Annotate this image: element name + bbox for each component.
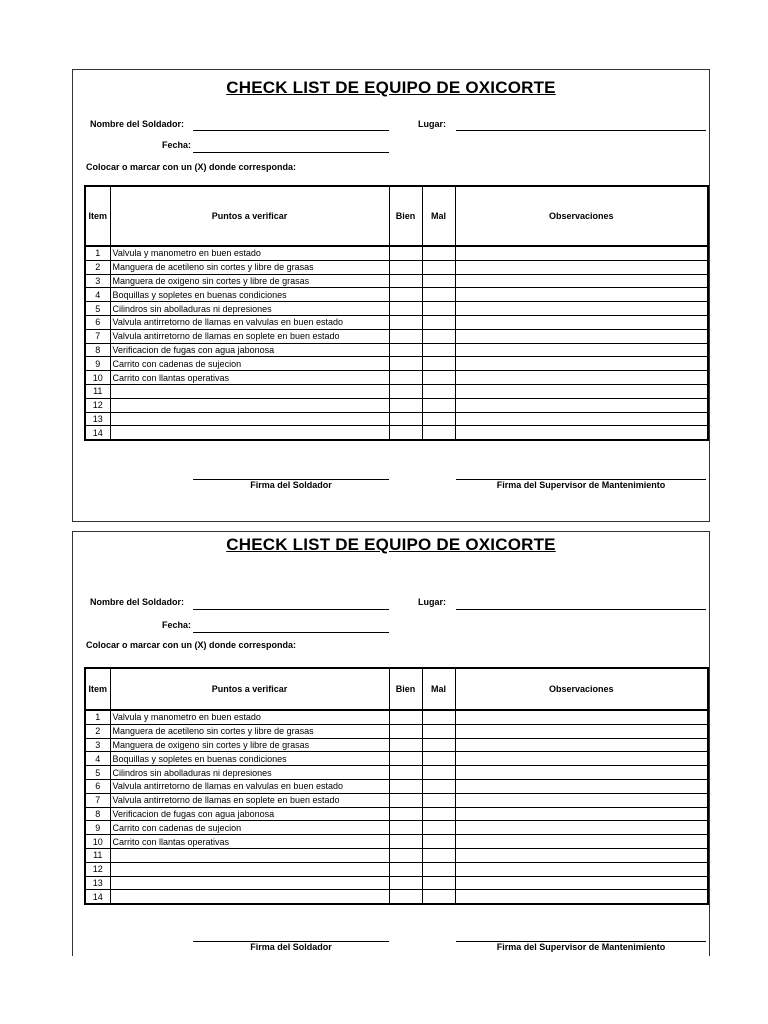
observaciones-cell[interactable] <box>455 766 708 780</box>
bien-cell[interactable] <box>389 779 422 793</box>
observaciones-cell[interactable] <box>455 288 708 302</box>
observaciones-cell[interactable] <box>455 412 708 426</box>
item-description: Verificacion de fugas con agua jabonosa <box>110 807 389 821</box>
lugar-field[interactable] <box>456 130 706 131</box>
item-description: Valvula antirretorno de llamas en soplete en buen estado <box>110 329 389 343</box>
table-header <box>85 186 708 246</box>
item-number: 3 <box>85 738 110 752</box>
item-number: 14 <box>85 426 110 440</box>
mal-cell[interactable] <box>422 260 455 274</box>
item-number: 1 <box>85 246 110 260</box>
item-description <box>110 890 389 904</box>
observaciones-cell[interactable] <box>455 779 708 793</box>
checklist-form-2 <box>72 531 710 956</box>
item-number: 2 <box>85 724 110 738</box>
table-row <box>85 329 708 343</box>
observaciones-cell[interactable] <box>455 426 708 440</box>
observaciones-cell[interactable] <box>455 343 708 357</box>
mal-cell[interactable] <box>422 807 455 821</box>
table-header <box>85 668 708 710</box>
table-row <box>85 302 708 316</box>
col-mal: Mal <box>422 668 455 710</box>
nombre-label: Nombre del Soldador: <box>90 597 185 607</box>
checklist-table <box>84 667 709 905</box>
fecha-label: Fecha: <box>162 620 192 630</box>
table-row <box>85 807 708 821</box>
bien-cell[interactable] <box>389 848 422 862</box>
checklist-table <box>84 185 709 441</box>
table-row <box>85 835 708 849</box>
lugar-label: Lugar: <box>418 119 446 129</box>
item-number: 8 <box>85 343 110 357</box>
mal-cell[interactable] <box>422 357 455 371</box>
lugar-label: Lugar: <box>418 597 446 607</box>
mal-cell[interactable] <box>422 738 455 752</box>
bien-cell[interactable] <box>389 412 422 426</box>
table-row <box>85 862 708 876</box>
item-description: Verificacion de fugas con agua jabonosa <box>110 343 389 357</box>
item-number: 13 <box>85 876 110 890</box>
mal-cell[interactable] <box>422 288 455 302</box>
item-description: Valvula antirretorno de llamas en soplete en buen estado <box>110 793 389 807</box>
mal-cell[interactable] <box>422 329 455 343</box>
item-number: 1 <box>85 710 110 724</box>
item-number: 2 <box>85 260 110 274</box>
mal-cell[interactable] <box>422 779 455 793</box>
table-row <box>85 412 708 426</box>
nombre-field[interactable] <box>193 609 389 610</box>
bien-cell[interactable] <box>389 246 422 260</box>
item-description: Manguera de acetileno sin cortes y libre de grasas <box>110 724 389 738</box>
table-row <box>85 752 708 766</box>
item-number: 9 <box>85 821 110 835</box>
fecha-field[interactable] <box>193 152 389 153</box>
mal-cell[interactable] <box>422 398 455 412</box>
item-description <box>110 426 389 440</box>
item-number: 10 <box>85 371 110 385</box>
item-description <box>110 848 389 862</box>
mal-cell[interactable] <box>422 246 455 260</box>
bien-cell[interactable] <box>389 793 422 807</box>
table-row <box>85 724 708 738</box>
bien-cell[interactable] <box>389 890 422 904</box>
firma-supervisor-label: Firma del Supervisor de Mantenimiento <box>496 942 666 952</box>
table-row <box>85 343 708 357</box>
mal-cell[interactable] <box>422 371 455 385</box>
item-description: Cilindros sin abolladuras ni depresiones <box>110 302 389 316</box>
item-description: Valvula antirretorno de llamas en valvulas en buen estado <box>110 315 389 329</box>
mal-cell[interactable] <box>422 343 455 357</box>
col-item: Item <box>85 668 110 710</box>
observaciones-cell[interactable] <box>455 274 708 288</box>
mal-cell[interactable] <box>422 766 455 780</box>
item-description: Valvula y manometro en buen estado <box>110 710 389 724</box>
bien-cell[interactable] <box>389 426 422 440</box>
bien-cell[interactable] <box>389 738 422 752</box>
item-description <box>110 398 389 412</box>
bien-cell[interactable] <box>389 876 422 890</box>
mal-cell[interactable] <box>422 793 455 807</box>
bien-cell[interactable] <box>389 384 422 398</box>
item-number: 7 <box>85 793 110 807</box>
table-row <box>85 315 708 329</box>
mal-cell[interactable] <box>422 862 455 876</box>
bien-cell[interactable] <box>389 821 422 835</box>
mal-cell[interactable] <box>422 848 455 862</box>
mal-cell[interactable] <box>422 274 455 288</box>
bien-cell[interactable] <box>389 724 422 738</box>
table-row <box>85 738 708 752</box>
item-description <box>110 412 389 426</box>
observaciones-cell[interactable] <box>455 329 708 343</box>
table-row <box>85 793 708 807</box>
observaciones-cell[interactable] <box>455 398 708 412</box>
bien-cell[interactable] <box>389 835 422 849</box>
item-number: 5 <box>85 766 110 780</box>
col-bien: Bien <box>389 668 422 710</box>
observaciones-cell[interactable] <box>455 876 708 890</box>
mal-cell[interactable] <box>422 426 455 440</box>
col-observaciones: Observaciones <box>455 668 708 710</box>
observaciones-cell[interactable] <box>455 302 708 316</box>
observaciones-cell[interactable] <box>455 315 708 329</box>
item-number: 14 <box>85 890 110 904</box>
item-number: 12 <box>85 862 110 876</box>
mal-cell[interactable] <box>422 890 455 904</box>
item-description: Carrito con llantas operativas <box>110 835 389 849</box>
item-number: 12 <box>85 398 110 412</box>
item-description: Manguera de oxigeno sin cortes y libre de grasas <box>110 274 389 288</box>
observaciones-cell[interactable] <box>455 710 708 724</box>
instruction-text: Colocar o marcar con un (X) donde corresponda: <box>86 640 297 650</box>
mal-cell[interactable] <box>422 835 455 849</box>
form-title: CHECK LIST DE EQUIPO DE OXICORTE <box>226 78 556 97</box>
mal-cell[interactable] <box>422 302 455 316</box>
table-row <box>85 848 708 862</box>
mal-cell[interactable] <box>422 876 455 890</box>
nombre-label: Nombre del Soldador: <box>90 119 185 129</box>
item-description: Carrito con llantas operativas <box>110 371 389 385</box>
item-number: 13 <box>85 412 110 426</box>
bien-cell[interactable] <box>389 862 422 876</box>
mal-cell[interactable] <box>422 315 455 329</box>
item-description: Boquillas y sopletes en buenas condiciones <box>110 752 389 766</box>
bien-cell[interactable] <box>389 398 422 412</box>
bien-cell[interactable] <box>389 710 422 724</box>
item-description: Cilindros sin abolladuras ni depresiones <box>110 766 389 780</box>
bien-cell[interactable] <box>389 752 422 766</box>
col-puntos: Puntos a verificar <box>110 668 389 710</box>
observaciones-cell[interactable] <box>455 821 708 835</box>
table-row <box>85 766 708 780</box>
observaciones-cell[interactable] <box>455 835 708 849</box>
observaciones-cell[interactable] <box>455 848 708 862</box>
observaciones-cell[interactable] <box>455 752 708 766</box>
item-description: Manguera de oxigeno sin cortes y libre de grasas <box>110 738 389 752</box>
mal-cell[interactable] <box>422 821 455 835</box>
observaciones-cell[interactable] <box>455 793 708 807</box>
nombre-field[interactable] <box>193 130 389 131</box>
item-number: 4 <box>85 288 110 302</box>
table-row <box>85 821 708 835</box>
table-row <box>85 876 708 890</box>
mal-cell[interactable] <box>422 384 455 398</box>
bien-cell[interactable] <box>389 766 422 780</box>
item-number: 10 <box>85 835 110 849</box>
table-row <box>85 260 708 274</box>
table-row <box>85 288 708 302</box>
item-number: 9 <box>85 357 110 371</box>
table-row <box>85 779 708 793</box>
form-title: CHECK LIST DE EQUIPO DE OXICORTE <box>226 535 556 554</box>
checklist-form-1 <box>72 69 710 522</box>
mal-cell[interactable] <box>422 710 455 724</box>
item-description <box>110 862 389 876</box>
fecha-label: Fecha: <box>162 140 192 150</box>
item-number: 3 <box>85 274 110 288</box>
bien-cell[interactable] <box>389 274 422 288</box>
item-description <box>110 384 389 398</box>
item-number: 11 <box>85 848 110 862</box>
table-row <box>85 710 708 724</box>
item-description <box>110 876 389 890</box>
col-puntos: Puntos a verificar <box>110 186 389 246</box>
bien-cell[interactable] <box>389 302 422 316</box>
observaciones-cell[interactable] <box>455 862 708 876</box>
observaciones-cell[interactable] <box>455 807 708 821</box>
item-number: 7 <box>85 329 110 343</box>
item-description: Boquillas y sopletes en buenas condiciones <box>110 288 389 302</box>
mal-cell[interactable] <box>422 752 455 766</box>
firma-supervisor-label: Firma del Supervisor de Mantenimiento <box>496 480 666 490</box>
lugar-field[interactable] <box>456 609 706 610</box>
bien-cell[interactable] <box>389 315 422 329</box>
observaciones-cell[interactable] <box>455 246 708 260</box>
bien-cell[interactable] <box>389 357 422 371</box>
table-row <box>85 890 708 904</box>
observaciones-cell[interactable] <box>455 724 708 738</box>
fecha-field[interactable] <box>193 632 389 633</box>
observaciones-cell[interactable] <box>455 738 708 752</box>
table-row <box>85 371 708 385</box>
table-row <box>85 384 708 398</box>
table-row <box>85 357 708 371</box>
col-mal: Mal <box>422 186 455 246</box>
observaciones-cell[interactable] <box>455 890 708 904</box>
bien-cell[interactable] <box>389 371 422 385</box>
observaciones-cell[interactable] <box>455 357 708 371</box>
table-row <box>85 246 708 260</box>
item-number: 4 <box>85 752 110 766</box>
col-observaciones: Observaciones <box>455 186 708 246</box>
firma-soldador-label: Firma del Soldador <box>250 480 332 490</box>
bien-cell[interactable] <box>389 807 422 821</box>
mal-cell[interactable] <box>422 412 455 426</box>
instruction-text: Colocar o marcar con un (X) donde corresponda: <box>86 162 297 172</box>
bien-cell[interactable] <box>389 329 422 343</box>
item-number: 8 <box>85 807 110 821</box>
item-number: 5 <box>85 302 110 316</box>
item-description: Valvula antirretorno de llamas en valvulas en buen estado <box>110 779 389 793</box>
col-bien: Bien <box>389 186 422 246</box>
table-row <box>85 426 708 440</box>
col-item: Item <box>85 186 110 246</box>
item-description: Carrito con cadenas de sujecion <box>110 821 389 835</box>
item-description: Manguera de acetileno sin cortes y libre de grasas <box>110 260 389 274</box>
item-description: Carrito con cadenas de sujecion <box>110 357 389 371</box>
bien-cell[interactable] <box>389 288 422 302</box>
observaciones-cell[interactable] <box>455 260 708 274</box>
bien-cell[interactable] <box>389 260 422 274</box>
firma-soldador-label: Firma del Soldador <box>250 942 332 952</box>
item-description: Valvula y manometro en buen estado <box>110 246 389 260</box>
mal-cell[interactable] <box>422 724 455 738</box>
item-number: 11 <box>85 384 110 398</box>
observaciones-cell[interactable] <box>455 384 708 398</box>
observaciones-cell[interactable] <box>455 371 708 385</box>
bien-cell[interactable] <box>389 343 422 357</box>
item-number: 6 <box>85 315 110 329</box>
table-row <box>85 274 708 288</box>
item-number: 6 <box>85 779 110 793</box>
table-row <box>85 398 708 412</box>
